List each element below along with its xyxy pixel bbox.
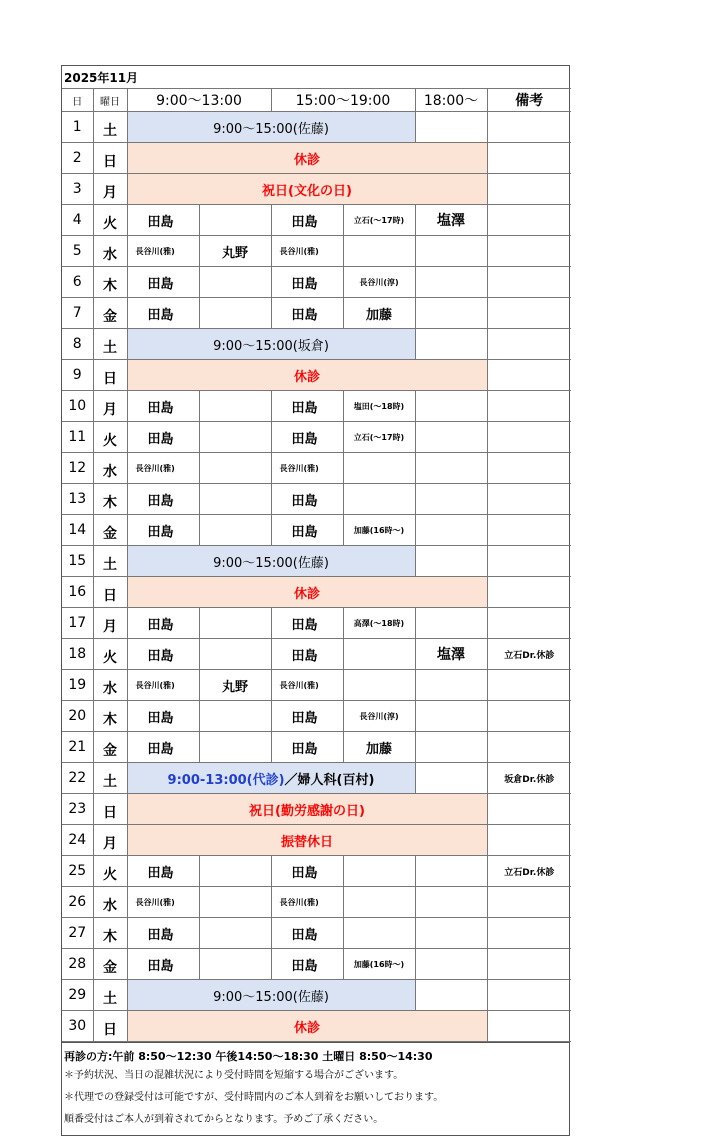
table-row xyxy=(62,267,571,298)
afternoon-doctor-2: 加藤(16時～) xyxy=(343,515,415,546)
day-number: 8 xyxy=(62,329,93,360)
weekday: 日 xyxy=(93,360,127,391)
morning-doctor-2: 丸野 xyxy=(199,236,271,267)
remarks-cell xyxy=(487,980,571,1011)
remarks-cell xyxy=(487,174,571,205)
evening-doctor xyxy=(415,298,487,329)
morning-doctor-2 xyxy=(199,918,271,949)
remarks-cell xyxy=(487,825,571,856)
evening-doctor: 塩澤 xyxy=(415,205,487,236)
header-row xyxy=(62,89,571,112)
remarks-cell xyxy=(487,949,571,980)
remarks-cell xyxy=(487,205,571,236)
afternoon-doctor-2: 加藤 xyxy=(343,732,415,763)
weekday: 金 xyxy=(93,515,127,546)
day-number: 15 xyxy=(62,546,93,577)
morning-doctor-1: 田島 xyxy=(127,391,199,422)
remarks-cell xyxy=(487,577,571,608)
table-row xyxy=(62,143,571,174)
weekday: 火 xyxy=(93,205,127,236)
weekday: 水 xyxy=(93,670,127,701)
table-row xyxy=(62,112,571,143)
evening-doctor xyxy=(415,453,487,484)
afternoon-doctor-2: 立石(～17時) xyxy=(343,205,415,236)
day-number: 1 xyxy=(62,112,93,143)
table-row xyxy=(62,453,571,484)
holiday-label: 振替休日 xyxy=(127,825,487,856)
weekday: 日 xyxy=(93,794,127,825)
schedule-table xyxy=(62,66,571,1042)
evening-cell xyxy=(415,112,487,143)
evening-doctor xyxy=(415,918,487,949)
day-number: 28 xyxy=(62,949,93,980)
day-number: 30 xyxy=(62,1011,93,1042)
afternoon-doctor-2 xyxy=(343,639,415,670)
weekday: 土 xyxy=(93,329,127,360)
weekday: 日 xyxy=(93,1011,127,1042)
morning-doctor-1: 田島 xyxy=(127,608,199,639)
morning-doctor-1: 長谷川(雅) xyxy=(127,887,199,918)
evening-doctor xyxy=(415,670,487,701)
morning-doctor-1: 田島 xyxy=(127,298,199,329)
morning-doctor-2 xyxy=(199,422,271,453)
holiday-label: 祝日(文化の日) xyxy=(127,174,487,205)
remarks-cell xyxy=(487,267,571,298)
afternoon-doctor-1: 田島 xyxy=(271,701,343,732)
morning-doctor-2 xyxy=(199,608,271,639)
afternoon-doctor-2 xyxy=(343,453,415,484)
remarks-cell: 立石Dr.休診 xyxy=(487,639,571,670)
table-row xyxy=(62,329,571,360)
day-number: 20 xyxy=(62,701,93,732)
afternoon-doctor-1: 田島 xyxy=(271,608,343,639)
afternoon-doctor-1: 田島 xyxy=(271,484,343,515)
remarks-cell xyxy=(487,732,571,763)
table-row xyxy=(62,236,571,267)
morning-doctor-2 xyxy=(199,515,271,546)
afternoon-doctor-1: 田島 xyxy=(271,515,343,546)
day-number: 22 xyxy=(62,763,93,794)
evening-cell xyxy=(415,546,487,577)
day-number: 13 xyxy=(62,484,93,515)
afternoon-doctor-2: 長谷川(淳) xyxy=(343,701,415,732)
morning-doctor-1: 田島 xyxy=(127,515,199,546)
morning-doctor-2 xyxy=(199,298,271,329)
day-number: 16 xyxy=(62,577,93,608)
day-number: 25 xyxy=(62,856,93,887)
day-number: 12 xyxy=(62,453,93,484)
evening-doctor xyxy=(415,949,487,980)
header-weekday: 曜日 xyxy=(93,89,127,112)
day-number: 29 xyxy=(62,980,93,1011)
morning-doctor-2 xyxy=(199,639,271,670)
afternoon-doctor-2: 加藤 xyxy=(343,298,415,329)
morning-doctor-2 xyxy=(199,856,271,887)
day-number: 9 xyxy=(62,360,93,391)
footer-hours: 再診の方:午前 8:50～12:30 午後14:50～18:30 土曜日 8:50～14:30 xyxy=(64,1050,433,1063)
remarks-cell xyxy=(487,143,571,174)
weekday: 火 xyxy=(93,856,127,887)
footer-note-3: 順番受付はご本人が到着されてからとなります。予めご了承ください。 xyxy=(64,1114,384,1125)
saturday-hours: 9:00～15:00(佐藤) xyxy=(127,112,415,143)
holiday-label: 休診 xyxy=(127,143,487,174)
evening-doctor xyxy=(415,391,487,422)
remarks-cell xyxy=(487,391,571,422)
weekday: 水 xyxy=(93,887,127,918)
weekday: 月 xyxy=(93,825,127,856)
evening-doctor xyxy=(415,515,487,546)
remarks-cell xyxy=(487,329,571,360)
afternoon-doctor-1: 田島 xyxy=(271,639,343,670)
evening-doctor xyxy=(415,608,487,639)
remarks-cell xyxy=(487,546,571,577)
morning-doctor-1: 田島 xyxy=(127,918,199,949)
table-row xyxy=(62,639,571,670)
table-row xyxy=(62,608,571,639)
morning-doctor-1: 田島 xyxy=(127,701,199,732)
morning-doctor-1: 田島 xyxy=(127,949,199,980)
day-number: 11 xyxy=(62,422,93,453)
afternoon-doctor-2: 塩田(～18時) xyxy=(343,391,415,422)
morning-doctor-2 xyxy=(199,484,271,515)
morning-doctor-2 xyxy=(199,267,271,298)
table-row xyxy=(62,732,571,763)
remarks-cell xyxy=(487,360,571,391)
afternoon-doctor-2 xyxy=(343,484,415,515)
weekday: 木 xyxy=(93,267,127,298)
weekday: 火 xyxy=(93,639,127,670)
remarks-cell xyxy=(487,453,571,484)
weekday: 日 xyxy=(93,577,127,608)
substitute-hours: 9:00-13:00(代診) xyxy=(167,772,285,788)
morning-doctor-1: 田島 xyxy=(127,732,199,763)
afternoon-doctor-1: 長谷川(雅) xyxy=(271,887,343,918)
weekday: 金 xyxy=(93,298,127,329)
weekday: 日 xyxy=(93,143,127,174)
afternoon-doctor-1: 田島 xyxy=(271,732,343,763)
afternoon-doctor-2: 長谷川(淳) xyxy=(343,267,415,298)
day-number: 26 xyxy=(62,887,93,918)
afternoon-doctor-1: 長谷川(雅) xyxy=(271,236,343,267)
evening-doctor xyxy=(415,484,487,515)
table-row xyxy=(62,763,571,794)
morning-doctor-2 xyxy=(199,732,271,763)
morning-doctor-1: 田島 xyxy=(127,639,199,670)
evening-doctor xyxy=(415,856,487,887)
evening-doctor: 塩澤 xyxy=(415,639,487,670)
header-day: 日 xyxy=(62,89,93,112)
footer-note-1: ＊予約状況、当日の混雑状況により受付時間を短縮する場合がございます。 xyxy=(64,1070,404,1081)
table-row xyxy=(62,856,571,887)
afternoon-doctor-2: 立石(～17時) xyxy=(343,422,415,453)
evening-doctor xyxy=(415,732,487,763)
remarks-cell xyxy=(487,515,571,546)
table-row xyxy=(62,918,571,949)
evening-doctor xyxy=(415,267,487,298)
day-number: 23 xyxy=(62,794,93,825)
afternoon-doctor-2 xyxy=(343,670,415,701)
morning-doctor-2: 丸野 xyxy=(199,670,271,701)
morning-doctor-2 xyxy=(199,205,271,236)
remarks-cell: 立石Dr.休診 xyxy=(487,856,571,887)
table-row xyxy=(62,174,571,205)
saturday-hours: 9:00～15:00(坂倉) xyxy=(127,329,415,360)
table-row xyxy=(62,1011,571,1042)
table-row xyxy=(62,577,571,608)
day-number: 2 xyxy=(62,143,93,174)
day-number: 17 xyxy=(62,608,93,639)
day-number: 14 xyxy=(62,515,93,546)
afternoon-doctor-1: 田島 xyxy=(271,918,343,949)
weekday: 月 xyxy=(93,391,127,422)
afternoon-doctor-1: 田島 xyxy=(271,856,343,887)
afternoon-doctor-1: 長谷川(雅) xyxy=(271,670,343,701)
table-row xyxy=(62,887,571,918)
schedule-sheet xyxy=(61,65,570,1136)
header-remarks: 備考 xyxy=(487,89,571,112)
morning-doctor-1: 田島 xyxy=(127,267,199,298)
day-number: 3 xyxy=(62,174,93,205)
morning-doctor-1: 田島 xyxy=(127,856,199,887)
weekday: 水 xyxy=(93,453,127,484)
gynecology-hours: ／婦人科(百村) xyxy=(284,772,375,788)
table-row xyxy=(62,422,571,453)
weekday: 火 xyxy=(93,422,127,453)
saturday-hours: 9:00～15:00(佐藤) xyxy=(127,546,415,577)
afternoon-doctor-2: 加藤(16時～) xyxy=(343,949,415,980)
remarks-cell xyxy=(487,422,571,453)
table-row xyxy=(62,794,571,825)
afternoon-doctor-2: 高澤(～18時) xyxy=(343,608,415,639)
morning-doctor-2 xyxy=(199,453,271,484)
footer-notes xyxy=(62,1042,569,1135)
remarks-cell xyxy=(487,1011,571,1042)
weekday: 水 xyxy=(93,236,127,267)
header-afternoon: 15:00～19:00 xyxy=(271,89,415,112)
weekday: 土 xyxy=(93,763,127,794)
evening-doctor xyxy=(415,701,487,732)
day-number: 4 xyxy=(62,205,93,236)
morning-doctor-1: 長谷川(雅) xyxy=(127,236,199,267)
afternoon-doctor-2 xyxy=(343,856,415,887)
evening-doctor xyxy=(415,422,487,453)
remarks-cell xyxy=(487,887,571,918)
afternoon-doctor-1: 田島 xyxy=(271,298,343,329)
morning-doctor-1: 田島 xyxy=(127,422,199,453)
remarks-cell xyxy=(487,701,571,732)
table-row xyxy=(62,391,571,422)
morning-doctor-1: 田島 xyxy=(127,205,199,236)
day-number: 27 xyxy=(62,918,93,949)
weekday: 木 xyxy=(93,484,127,515)
evening-doctor xyxy=(415,887,487,918)
remarks-cell xyxy=(487,794,571,825)
remarks-cell xyxy=(487,670,571,701)
afternoon-doctor-2 xyxy=(343,236,415,267)
table-row xyxy=(62,515,571,546)
table-row xyxy=(62,670,571,701)
day-number: 24 xyxy=(62,825,93,856)
table-row xyxy=(62,949,571,980)
afternoon-doctor-1: 田島 xyxy=(271,949,343,980)
weekday: 土 xyxy=(93,112,127,143)
remarks-cell xyxy=(487,236,571,267)
weekday: 金 xyxy=(93,949,127,980)
morning-doctor-1: 田島 xyxy=(127,484,199,515)
holiday-label: 休診 xyxy=(127,1011,487,1042)
afternoon-doctor-1: 田島 xyxy=(271,391,343,422)
day-number: 6 xyxy=(62,267,93,298)
table-row xyxy=(62,546,571,577)
evening-cell xyxy=(415,980,487,1011)
evening-cell xyxy=(415,763,487,794)
morning-doctor-2 xyxy=(199,391,271,422)
morning-doctor-2 xyxy=(199,887,271,918)
table-row xyxy=(62,298,571,329)
day-number: 5 xyxy=(62,236,93,267)
header-morning: 9:00～13:00 xyxy=(127,89,271,112)
afternoon-doctor-1: 田島 xyxy=(271,267,343,298)
day-number: 7 xyxy=(62,298,93,329)
morning-doctor-1: 長谷川(雅) xyxy=(127,670,199,701)
day-number: 10 xyxy=(62,391,93,422)
remarks-cell xyxy=(487,608,571,639)
weekday: 金 xyxy=(93,732,127,763)
weekday: 木 xyxy=(93,701,127,732)
table-row xyxy=(62,360,571,391)
day-number: 19 xyxy=(62,670,93,701)
morning-doctor-1: 長谷川(雅) xyxy=(127,453,199,484)
weekday: 土 xyxy=(93,546,127,577)
page-title: 2025年11月 xyxy=(62,66,571,89)
afternoon-doctor-1: 長谷川(雅) xyxy=(271,453,343,484)
table-row xyxy=(62,205,571,236)
table-row xyxy=(62,825,571,856)
evening-cell xyxy=(415,329,487,360)
morning-doctor-2 xyxy=(199,949,271,980)
holiday-label: 休診 xyxy=(127,577,487,608)
afternoon-doctor-2 xyxy=(343,887,415,918)
footer-note-2: ＊代理での登録受付は可能ですが、受付時間内のご本人到着をお願いしております。 xyxy=(64,1092,444,1103)
holiday-label: 祝日(勤労感謝の日) xyxy=(127,794,487,825)
saturday-hours: 9:00～15:00(佐藤) xyxy=(127,980,415,1011)
remarks-cell xyxy=(487,484,571,515)
holiday-label: 休診 xyxy=(127,360,487,391)
weekday: 木 xyxy=(93,918,127,949)
day-number: 18 xyxy=(62,639,93,670)
evening-doctor xyxy=(415,236,487,267)
remarks-cell: 坂倉Dr.休診 xyxy=(487,763,571,794)
morning-doctor-2 xyxy=(199,701,271,732)
weekday: 月 xyxy=(93,174,127,205)
day-number: 21 xyxy=(62,732,93,763)
saturday-hours xyxy=(127,763,415,794)
afternoon-doctor-1: 田島 xyxy=(271,205,343,236)
afternoon-doctor-1: 田島 xyxy=(271,422,343,453)
remarks-cell xyxy=(487,298,571,329)
header-evening: 18:00～ xyxy=(415,89,487,112)
weekday: 月 xyxy=(93,608,127,639)
remarks-cell xyxy=(487,112,571,143)
table-row xyxy=(62,484,571,515)
remarks-cell xyxy=(487,918,571,949)
afternoon-doctor-2 xyxy=(343,918,415,949)
table-row xyxy=(62,980,571,1011)
weekday: 土 xyxy=(93,980,127,1011)
table-row xyxy=(62,701,571,732)
